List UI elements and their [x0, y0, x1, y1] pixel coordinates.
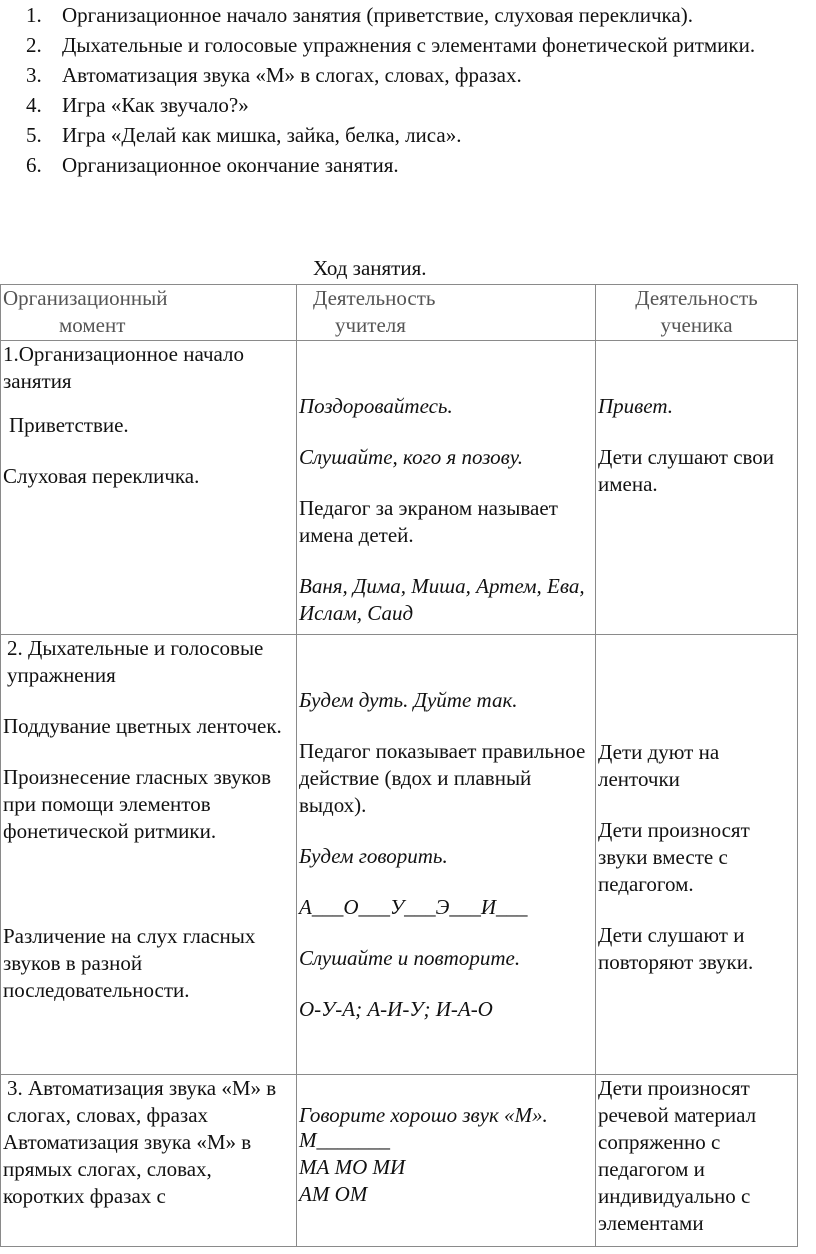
plan-item-text: Дыхательные и голосовые упражнения с элементами фонетической ритмики.: [62, 33, 756, 57]
table-caption: Ход занятия.: [313, 256, 427, 280]
plan-item: 6. Организационное окончание занятия.: [26, 153, 399, 177]
row3-teacher-cell: Говорите хорошо звук «М». М_______ МА МО МИ АМ ОМ: [297, 1075, 596, 1247]
table-header-row: [1, 285, 798, 341]
plan-item: 2. Дыхательные и голосовые упражнения с элементами фонетической ритмики.: [26, 33, 756, 57]
header-org-moment: Организационный момент: [1, 285, 297, 341]
row1-student-cell: Привет. Дети слушают свои имена.: [596, 341, 798, 635]
plan-item: 4. Игра «Как звучало?»: [26, 93, 249, 117]
table-row: [1, 1075, 798, 1247]
plan-item-text: Организационное начало занятия (приветствие, слуховая перекличка).: [62, 3, 693, 27]
row2-moment-cell: 2. Дыхательные и голосовые упражнения Поддувание цветных ленточек. Произнесение гласных звуков при помощи элементов фонетической ритмики. Различение на слух гласных звуков в разной последовательности.: [1, 635, 297, 1075]
header-student-activity: Деятельность ученика: [596, 285, 798, 341]
plan-item-text: Автоматизация звука «М» в слогах, словах, фразах.: [62, 63, 522, 87]
lesson-table: [0, 284, 798, 1247]
plan-item-text: Игра «Как звучало?»: [62, 93, 249, 117]
plan-item-text: Организационное окончание занятия.: [62, 153, 399, 177]
header-teacher-activity: Деятельность учителя: [297, 285, 596, 341]
row1-moment-cell: 1.Организационное начало занятия Приветствие. Слуховая перекличка.: [1, 341, 297, 635]
table-row: [1, 635, 798, 1075]
row3-moment-cell: 3. Автоматизация звука «М» в слогах, словах, фразах Автоматизация звука «М» в прямых слогах, словах, коротких фразах с: [1, 1075, 297, 1247]
plan-item: 1. Организационное начало занятия (приветствие, слуховая перекличка).: [26, 3, 693, 27]
plan-item: 3. Автоматизация звука «М» в слогах, словах, фразах.: [26, 63, 522, 87]
table-row: [1, 341, 798, 635]
lesson-plan-list: [26, 2, 806, 182]
plan-item-text: Игра «Делай как мишка, зайка, белка, лиса».: [62, 123, 462, 147]
row1-teacher-cell: Поздоровайтесь. Слушайте, кого я позову. Педагог за экраном называет имена детей. Ваня, Дима, Миша, Артем, Ева, Ислам, Саид: [297, 341, 596, 635]
plan-item: 5. Игра «Делай как мишка, зайка, белка, лиса».: [26, 123, 462, 147]
row3-student-cell: Дети произносят речевой материал сопряженно с педагогом и индивидуально с элементами: [596, 1075, 798, 1247]
row2-student-cell: Дети дуют на ленточки Дети произносят звуки вместе с педагогом. Дети слушают и повторяют звуки.: [596, 635, 798, 1075]
row2-teacher-cell: Будем дуть. Дуйте так. Педагог показывает правильное действие (вдох и плавный выдох). Будем говорить. А___О___У___Э___И___ Слушайте и повторите. О-У-А; А-И-У; И-А-О: [297, 635, 596, 1075]
